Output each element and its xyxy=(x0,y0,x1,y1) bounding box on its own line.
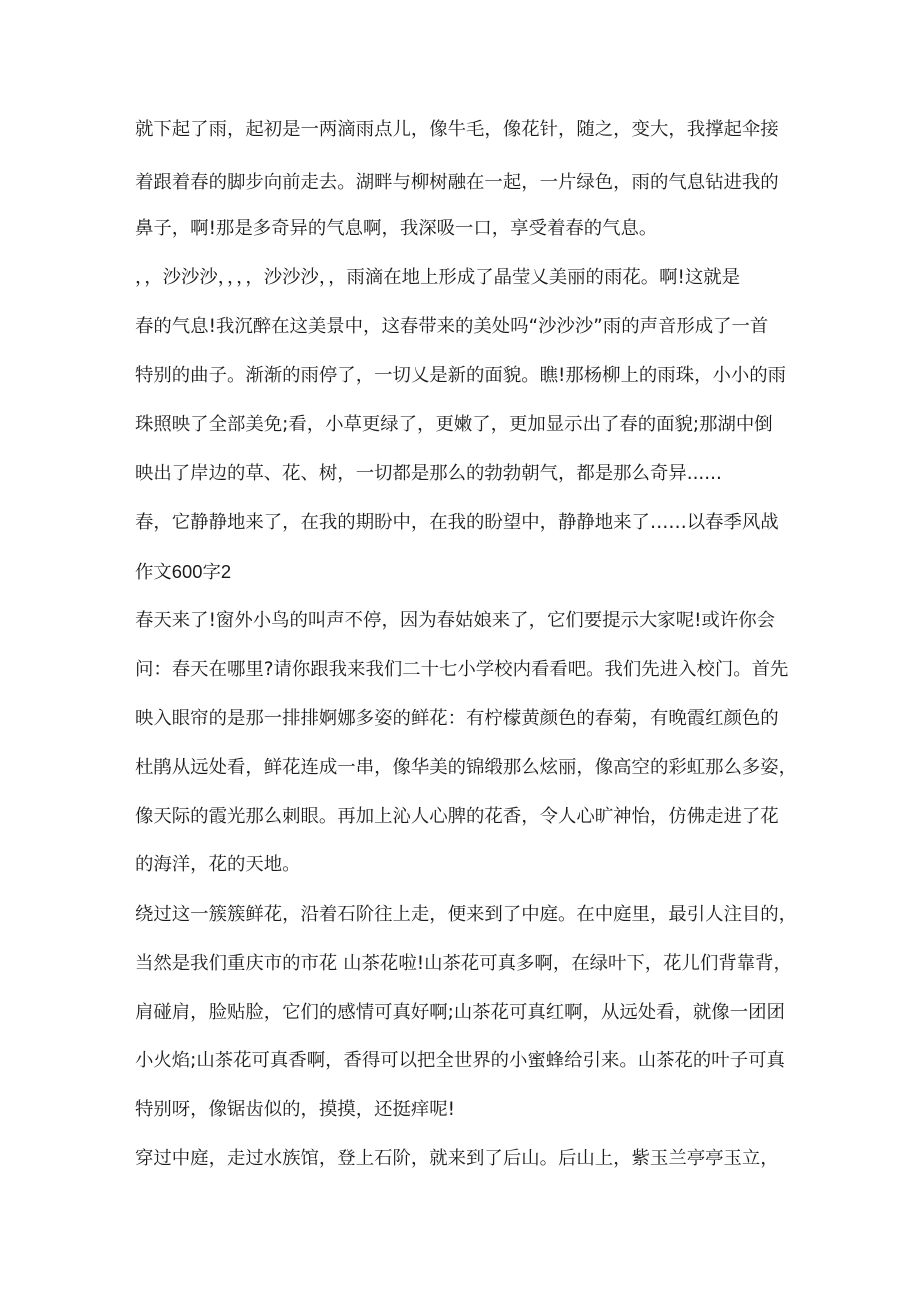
text-line: 问：春天在哪里?请你跟我来我们二十七小学校内看看吧。我们先进入校门。首先 xyxy=(135,659,789,680)
text-line: 的海洋，花的天地。 xyxy=(135,854,301,875)
text-line: 着跟着春的脚步向前走去。湖畔与柳树融在一起，一片绿色，雨的气息钻进我的 xyxy=(135,172,779,193)
text-line: 穿过中庭，走过水族馆，登上石阶，就来到了后山。后山上，紫玉兰亭亭玉立， xyxy=(135,1148,779,1169)
text-line: 映入眼帘的是那一排排婀娜多姿的鲜花：有柠檬黄颜色的春菊，有晚霞红颜色的 xyxy=(135,708,779,729)
text-line: 像天际的霞光那么刺眼。再加上沁人心脾的花香，令人心旷神怡，仿佛走进了花 xyxy=(135,806,779,827)
text-line: 小火焰;山茶花可真香啊，香得可以把全世界的小蜜蜂给引来。山茶花的叶子可真 xyxy=(135,1050,785,1071)
section-heading: 作文600字2 xyxy=(135,561,232,582)
text-line: 春的气息!我沉醉在这美景中，这春带来的美处吗“沙沙沙”雨的声音形成了一首 xyxy=(135,316,769,337)
text-line: 就下起了雨，起初是一两滴雨点儿，像牛毛，像花针，随之，变大，我撑起伞接 xyxy=(135,119,779,140)
text-line: 当然是我们重庆市的市花 山茶花啦!山茶花可真多啊，在绿叶下，花儿们背靠背， xyxy=(135,953,792,974)
text-line: ，，沙沙沙，，，，沙沙沙，，雨滴在地上形成了晶莹乂美丽的雨花。啊!这就是 xyxy=(135,267,741,288)
text-line: 春，它静静地来了，在我的期盼中，在我的盼望中，静静地来了……以春季风战 xyxy=(135,512,779,533)
text-line: 特别的曲子。渐渐的雨停了，一切乂是新的面貌。瞧!那杨柳上的雨珠，小小的雨 xyxy=(135,365,787,386)
text-line: 特别呀，像锯齿似的，摸摸，还挺痒呢! xyxy=(135,1099,456,1120)
text-line: 春天来了!窗外小鸟的叫声不停，因为春姑娘来了，它们要提示大家呢!或许你会 xyxy=(135,610,776,631)
text-line: 肩碰肩，脸贴脸，它们的感情可真好啊;山茶花可真红啊，从远处看，就像一团团 xyxy=(135,1002,785,1023)
text-line: 映出了岸边的草、花、树，一切都是那么的勃勃朝气，都是那么奇异...... xyxy=(135,463,722,484)
text-line: 珠照映了全部美免;看，小草更绿了，更嫩了，更加显示出了春的面貌;那湖中倒 xyxy=(135,414,773,435)
text-line: 绕过这一簇簇鲜花，沿着石阶往上走，便来到了中庭。在中庭里，最引人注目的， xyxy=(135,904,798,925)
text-line: 杜鹃从远处看，鲜花连成一串，像华美的锦缎那么炫丽，像高空的彩虹那么多姿， xyxy=(135,757,798,778)
text-line: 鼻子，啊!那是多奇异的气息啊，我深吸一口，享受着春的气息。 xyxy=(135,218,658,239)
